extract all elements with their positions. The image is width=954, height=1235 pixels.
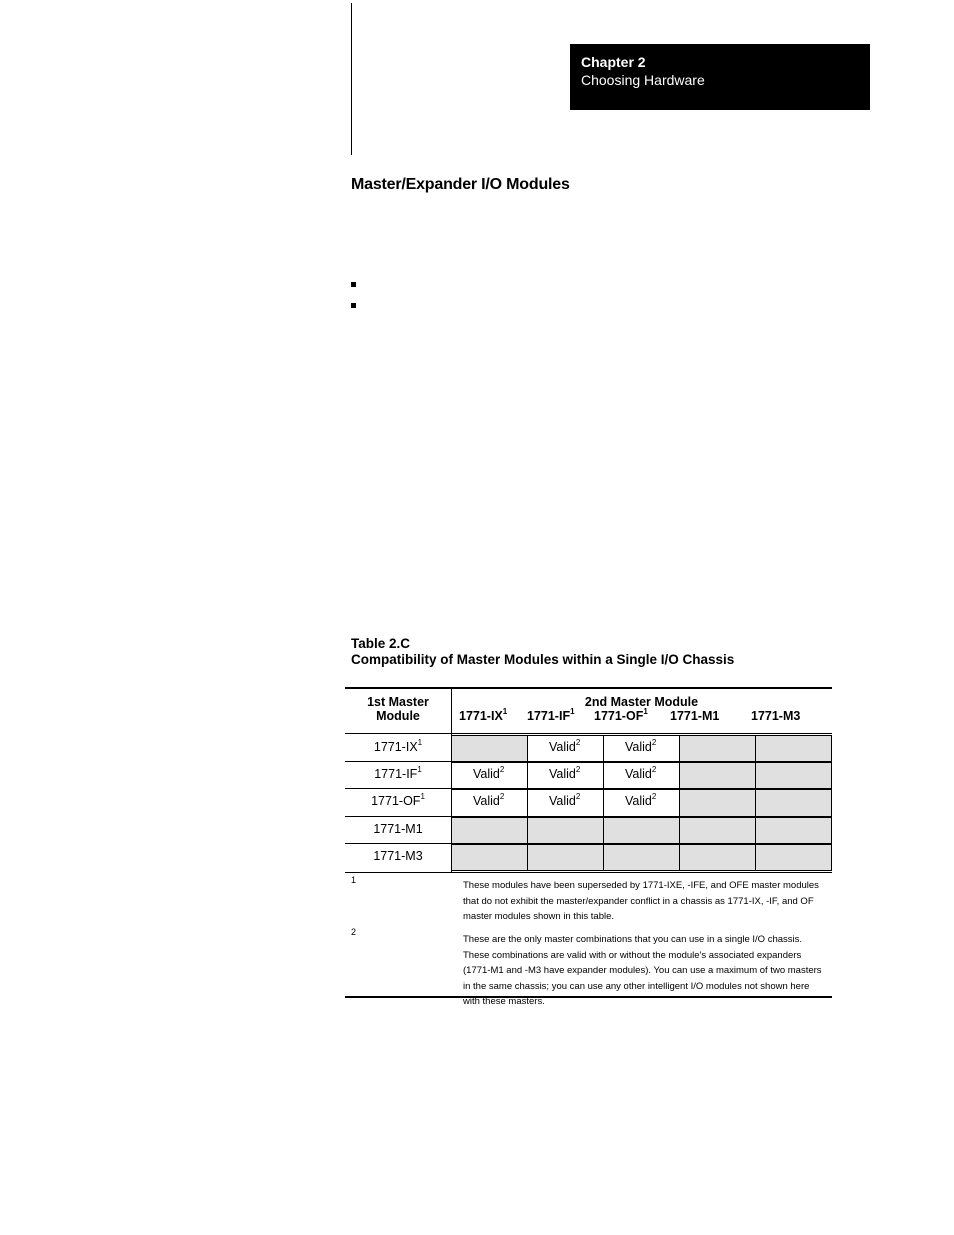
table-title: Compatibility of Master Modules within a Single I/O Chassis: [351, 652, 735, 667]
superscript-marker: 2: [575, 737, 581, 747]
footnote-marker: 2: [351, 927, 357, 937]
superscript-marker: 1: [417, 737, 423, 747]
section-heading: Master/Expander I/O Modules: [351, 176, 570, 193]
superscript-marker: 2: [651, 764, 657, 774]
row-label-1771-ix: $1771-IX^1$: [373, 737, 423, 754]
shaded-cell: [451, 817, 528, 844]
shaded-cell: [755, 844, 832, 871]
superscript-marker: 1: [643, 706, 648, 716]
shaded-cell: [451, 735, 528, 762]
chapter-title: Choosing Hardware: [581, 72, 705, 88]
shaded-cell: [679, 762, 756, 789]
superscript-marker: 1: [502, 706, 508, 716]
shaded-cell: [679, 789, 756, 817]
shaded-cell: [755, 735, 832, 762]
superscript-marker: 2: [499, 791, 505, 801]
column-header-1771-if: $1771-IF^1$: [527, 706, 575, 723]
valid-cell: Valid$^2$: [451, 762, 528, 789]
table-caption: [351, 636, 734, 668]
superscript-marker: 2: [651, 737, 657, 747]
column-header-1771-of: $1771-OF^1$: [594, 706, 648, 723]
column-header-1771-ix: $1771-IX^1$: [459, 706, 508, 723]
margin-rule: [351, 3, 352, 155]
shaded-cell: [679, 844, 756, 871]
row-rule: [345, 843, 451, 844]
valid-cell: Valid$^2$: [603, 789, 680, 817]
superscript-marker: 2: [575, 791, 581, 801]
superscript-marker: 1: [417, 764, 422, 774]
valid-cell: Valid$^2$: [527, 789, 604, 817]
row-rule: [345, 788, 451, 789]
row-label-1771-if: $1771-IF^1$: [374, 764, 422, 781]
shaded-cell: [679, 735, 756, 762]
row-label-1771-of: $1771-OF^1$: [371, 791, 425, 808]
valid-cell: Valid$^2$: [603, 762, 680, 789]
table-top-rule: [345, 687, 832, 689]
row-rule: [345, 816, 451, 817]
shaded-cell: [755, 789, 832, 817]
superscript-marker: 1: [420, 791, 425, 801]
shaded-cell: [527, 817, 604, 844]
shaded-cell: [755, 762, 832, 789]
row-label-1771-m1: 1771-M1: [373, 822, 423, 836]
bullet-marker: [351, 282, 356, 287]
superscript-marker: 1: [570, 706, 575, 716]
shaded-cell: [603, 844, 680, 871]
superscript-marker: 2: [651, 791, 657, 801]
header-rule: [345, 733, 832, 734]
shaded-cell: [603, 817, 680, 844]
chapter-header-box: [570, 44, 870, 110]
column-header-1771-m1: 1771-M1: [670, 709, 720, 723]
footnote-text: These are the only master combinations that you can use in a single I/O chassis. These combinations are valid with or without the module's associated expanders (1771-M1 and -M3 have expander modules). You can use a maximum of two masters in the same chassis; you can use any other intelligent I/O modules not shown here with these masters.: [463, 934, 822, 1007]
table-number: Table 2.C: [351, 636, 411, 651]
column-group-header: 2nd Master Module: [584, 695, 699, 709]
row-label-1771-m3: 1771-M3: [373, 849, 423, 863]
shaded-cell: [451, 844, 528, 871]
shaded-cell: [679, 817, 756, 844]
valid-cell: Valid$^2$: [527, 735, 604, 762]
row-header: 1st Master Module: [367, 695, 429, 723]
body-bottom-rule: [345, 872, 832, 873]
row-rule: [345, 761, 451, 762]
bullet-marker: [351, 303, 356, 308]
shaded-cell: [527, 844, 604, 871]
column-header-1771-m3: 1771-M3: [751, 709, 801, 723]
footnote-marker: 1: [351, 875, 357, 885]
valid-cell: Valid$^2$: [527, 762, 604, 789]
chapter-label: Chapter 2: [581, 54, 646, 70]
superscript-marker: 2: [499, 764, 505, 774]
valid-cell: Valid$^2$: [451, 789, 528, 817]
valid-cell: Valid$^2$: [603, 735, 680, 762]
superscript-marker: 2: [575, 764, 581, 774]
footnote-text: These modules have been superseded by 1771-IXE, -IFE, and OFE master modules that do not exhibit the master/expander conflict in a chassis as 1771-IX, -IF, and OF master modules shown in this table.: [463, 880, 819, 922]
shaded-cell: [755, 817, 832, 844]
